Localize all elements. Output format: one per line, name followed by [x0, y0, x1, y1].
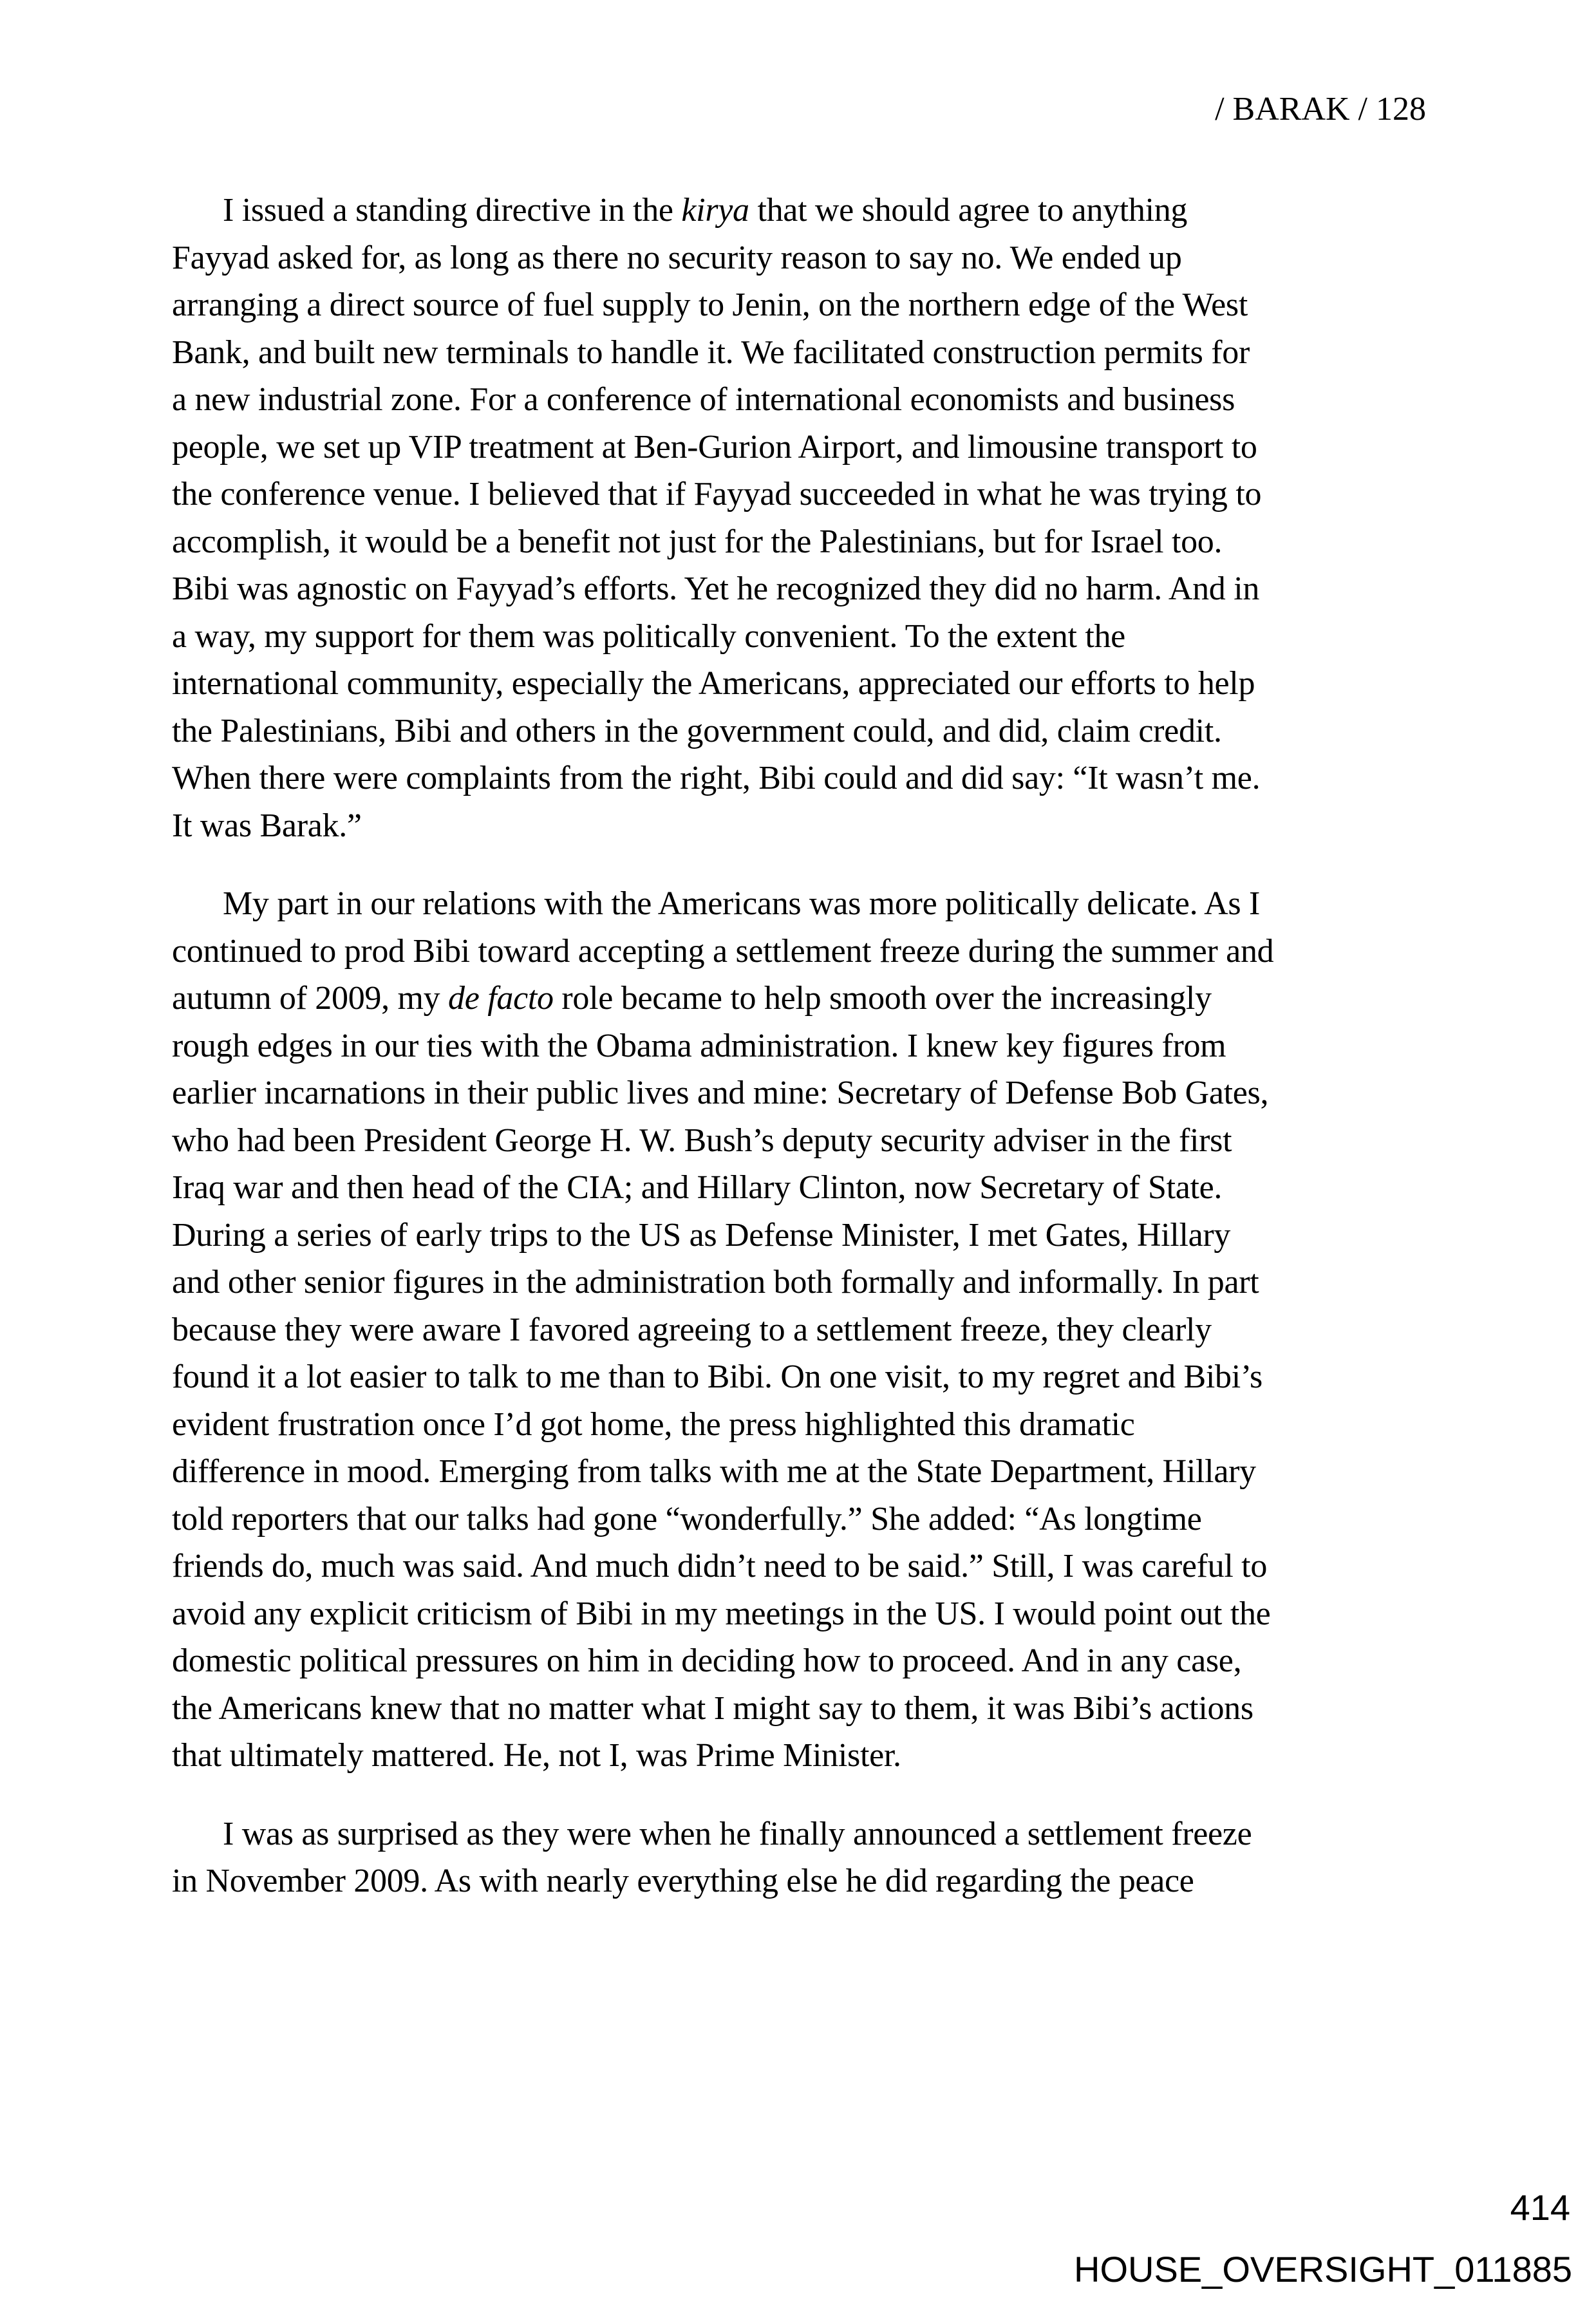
text-line — [172, 234, 1492, 282]
text-segment: friends do, much was said. And much didn’t need to be said.” Still, I was careful to — [172, 1548, 1268, 1584]
italic-text-segment: de facto — [448, 980, 554, 1017]
text-segment: arranging a direct source of fuel supply to Jenin, on the northern edge of the West — [172, 287, 1248, 323]
page-number: 414 — [1510, 2187, 1570, 2228]
text-segment: because they were aware I favored agreeing to a settlement freeze, they clearly — [172, 1311, 1212, 1348]
text-segment: who had been President George H. W. Bush’s deputy security adviser in the first — [172, 1122, 1232, 1159]
text-line — [172, 1117, 1492, 1165]
italic-text-segment: kirya — [681, 192, 749, 229]
text-line — [172, 1212, 1492, 1259]
text-line — [172, 975, 1492, 1022]
text-line — [172, 1685, 1492, 1733]
text-line — [172, 708, 1492, 755]
text-line — [172, 565, 1492, 613]
text-line — [172, 471, 1492, 518]
text-line — [172, 1306, 1492, 1354]
text-line — [172, 1401, 1492, 1449]
text-line — [172, 1353, 1492, 1401]
text-line — [172, 1543, 1492, 1590]
text-segment: Iraq war and then head of the CIA; and Hillary Clinton, now Secretary of State. — [172, 1169, 1223, 1206]
text-segment: I was as surprised as they were when he finally announced a settlement freeze — [223, 1815, 1252, 1852]
text-segment: role became to help smooth over the increasingly — [553, 980, 1212, 1017]
body-text — [172, 187, 1492, 1936]
paragraph — [172, 187, 1492, 849]
text-segment: evident frustration once I’d got home, the press highlighted this dramatic — [172, 1405, 1135, 1443]
text-segment: avoid any explicit criticism of Bibi in my meetings in the US. I would point out the — [172, 1595, 1271, 1632]
text-segment: difference in mood. Emerging from talks with me at the State Department, Hillary — [172, 1453, 1256, 1490]
text-segment: During a series of early trips to the US as Defense Minister, I met Gates, Hillary — [172, 1216, 1231, 1254]
text-segment: international community, especially the Americans, appreciated our efforts to help — [172, 665, 1255, 702]
text-line — [172, 1259, 1492, 1306]
text-line — [172, 376, 1492, 424]
text-line — [172, 1810, 1492, 1858]
text-segment: the conference venue. I believed that if Fayyad succeeded in what he was trying to — [172, 476, 1262, 512]
running-header: / BARAK / 128 — [1215, 91, 1426, 127]
text-line — [172, 1857, 1492, 1905]
text-line — [172, 1448, 1492, 1496]
text-line — [172, 1022, 1492, 1070]
text-segment: and other senior figures in the administration both formally and informally. In part — [172, 1264, 1259, 1301]
text-line — [172, 928, 1492, 975]
text-segment: earlier incarnations in their public lives and mine: Secretary of Defense Bob Gates, — [172, 1075, 1269, 1111]
text-segment: autumn of 2009, my — [172, 980, 449, 1017]
text-line — [172, 1069, 1492, 1117]
text-segment: Bank, and built new terminals to handle it. We facilitated construction permits for — [172, 334, 1250, 371]
text-segment: Fayyad asked for, as long as there no security reason to say no. We ended up — [172, 239, 1182, 276]
text-segment: rough edges in our ties with the Obama administration. I knew key figures from — [172, 1027, 1226, 1064]
text-segment: I issued a standing directive in the — [223, 192, 682, 229]
bates-stamp: HOUSE_OVERSIGHT_011885 — [1074, 2249, 1572, 2289]
text-line — [172, 1732, 1492, 1780]
text-line — [172, 1164, 1492, 1212]
text-line — [172, 281, 1492, 329]
paragraph — [172, 1810, 1492, 1905]
text-line — [172, 880, 1492, 928]
paragraph — [172, 880, 1492, 1780]
text-line — [172, 802, 1492, 850]
text-segment: people, we set up VIP treatment at Ben-Gurion Airport, and limousine transport to — [172, 428, 1257, 465]
text-segment: accomplish, it would be a benefit not just for the Palestinians, but for Israel too. — [172, 523, 1223, 560]
text-segment: continued to prod Bibi toward accepting a settlement freeze during the summer and — [172, 932, 1274, 970]
text-line — [172, 329, 1492, 377]
text-segment: that we should agree to anything — [749, 192, 1188, 229]
text-line — [172, 424, 1492, 471]
text-line — [172, 755, 1492, 802]
text-segment: in November 2009. As with nearly everything else he did regarding the peace — [172, 1863, 1194, 1899]
text-segment: told reporters that our talks had gone “wonderfully.” She added: “As longtime — [172, 1500, 1202, 1537]
text-line — [172, 1590, 1492, 1638]
text-segment: that ultimately mattered. He, not I, was Prime Minister. — [172, 1737, 901, 1774]
text-segment: the Americans knew that no matter what I might say to them, it was Bibi’s actions — [172, 1689, 1253, 1727]
text-segment: the Palestinians, Bibi and others in the government could, and did, claim credit. — [172, 712, 1222, 749]
text-segment: When there were complaints from the right, Bibi could and did say: “It wasn’t me. — [172, 760, 1261, 796]
text-segment: found it a lot easier to talk to me than to Bibi. On one visit, to my regret and Bibi’s — [172, 1358, 1263, 1395]
text-line — [172, 1637, 1492, 1685]
text-line — [172, 613, 1492, 661]
text-segment: domestic political pressures on him in deciding how to proceed. And in any case, — [172, 1642, 1242, 1679]
text-line — [172, 660, 1492, 708]
text-segment: My part in our relations with the Americans was more politically delicate. As I — [223, 885, 1261, 922]
text-line — [172, 187, 1492, 234]
text-line — [172, 1496, 1492, 1543]
text-segment: It was Barak.” — [172, 807, 362, 844]
text-segment: a new industrial zone. For a conference of international economists and business — [172, 381, 1235, 418]
text-segment: Bibi was agnostic on Fayyad’s efforts. Yet he recognized they did no harm. And in — [172, 570, 1260, 607]
text-segment: a way, my support for them was politically convenient. To the extent the — [172, 617, 1125, 655]
text-line — [172, 518, 1492, 566]
